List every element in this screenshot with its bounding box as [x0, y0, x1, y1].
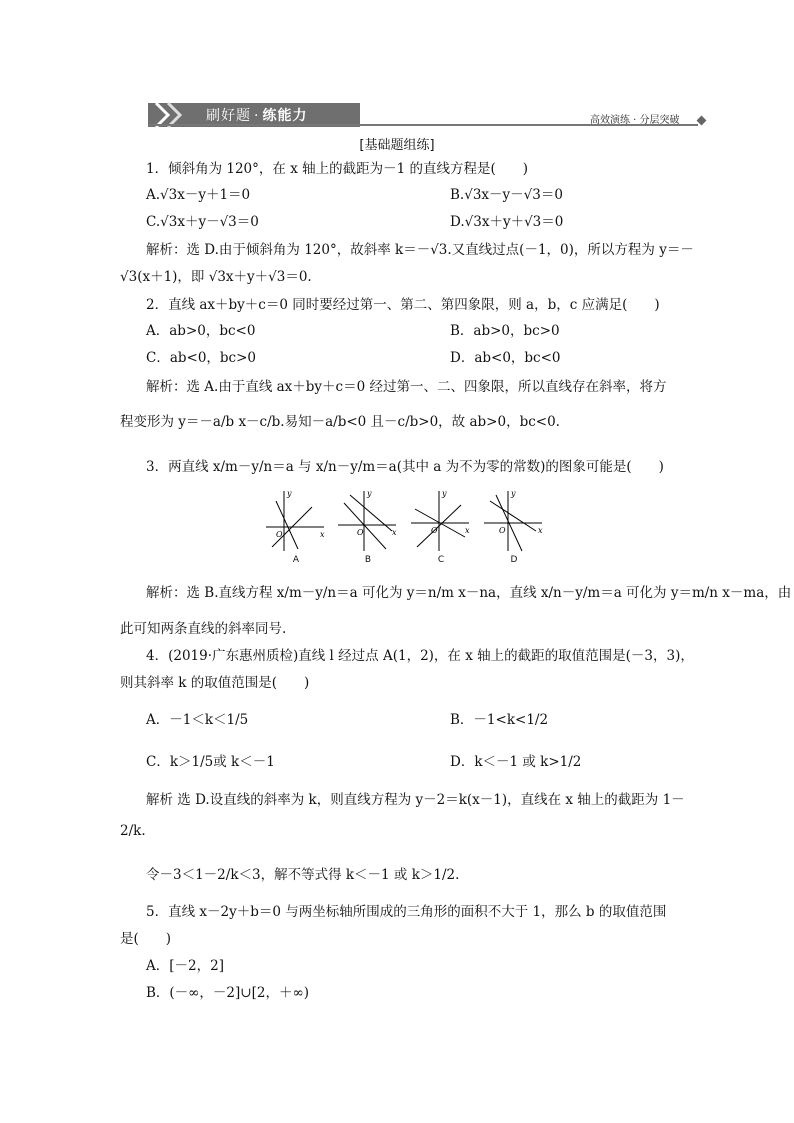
- q1-solution-cont: √3(x＋1)，即 √3x＋y＋√3＝0.: [120, 269, 312, 285]
- diagram-b: [336, 487, 400, 567]
- q4-option-b: B．－1<k<1/2: [450, 712, 549, 728]
- q4-stem-cont: 则其斜率 k 的取值范围是( ): [120, 675, 310, 691]
- origin-label: O: [431, 526, 438, 535]
- axis-x-label: x: [465, 526, 470, 535]
- axis-y-label: y: [367, 489, 372, 498]
- q4-option-d: D．k＜－1 或 k>1/2: [450, 754, 582, 770]
- q3-diagrams: [264, 487, 554, 569]
- q4-option-a: A．－1＜k＜1/5: [146, 712, 249, 728]
- axis-y-label: y: [442, 489, 447, 498]
- diagram-b-graph: [336, 487, 400, 553]
- q2-stem: 2．直线 ax＋by＋c＝0 同时要经过第一、第二、第四象限，则 a，b，c 应满足( ): [146, 297, 660, 313]
- diagram-c: [409, 487, 473, 567]
- banner-accent: 练能力: [262, 108, 308, 124]
- q5-option-b: B．(－∞，－2]∪[2，＋∞): [146, 985, 309, 1001]
- q1-option-c: C.√3x＋y－√3＝0: [146, 214, 259, 230]
- q4-solution-cont: 2/k.: [120, 823, 146, 839]
- header-banner-text: [206, 105, 307, 125]
- diagram-a-label: A: [292, 555, 300, 565]
- diagram-b-label: B: [364, 555, 372, 565]
- q2-option-b: B．ab>0，bc>0: [450, 323, 560, 339]
- axis-x-label: x: [320, 530, 325, 539]
- diagram-d-graph: [482, 487, 546, 553]
- q5-stem-cont: 是( ): [120, 931, 172, 947]
- q1-stem: 1．倾斜角为 120°，在 x 轴上的截距为－1 的直线方程是( ): [146, 161, 529, 177]
- banner-dot: ·: [254, 108, 260, 124]
- diamond-icon: [697, 116, 707, 126]
- axis-y-label: y: [511, 489, 516, 498]
- q2-option-d: D．ab<0，bc<0: [450, 350, 561, 366]
- q2-option-c: C．ab<0，bc>0: [146, 350, 257, 366]
- q1-option-d: D.√3x＋y＋√3＝0: [450, 214, 564, 230]
- q5-option-a: A．[－2，2]: [146, 958, 224, 974]
- q2-solution-cont: 程变形为 y＝－a/b x－c/b.易知－a/b<0 且－c/b>0，故 ab>0，bc<0.: [120, 414, 560, 430]
- q1-solution: 解析：选 D.由于倾斜角为 120°，故斜率 k＝－√3.又直线过点(－1，0)，所以方程为 y＝－: [146, 242, 694, 258]
- q5-stem: 5．直线 x－2y＋b＝0 与两坐标轴所围成的三角形的面积不大于 1，那么 b 的取值范围: [146, 904, 667, 920]
- q4-option-c: C．k＞1/5或 k＜－1: [146, 754, 275, 770]
- q3-solution-cont: 此可知两条直线的斜率同号.: [120, 621, 287, 637]
- q3-stem: 3．两直线 x/m－y/n＝a 与 x/n－y/m＝a(其中 a 为不为零的常数)的图象可能是( ): [146, 459, 664, 475]
- q1-option-b: B.√3x－y－√3＝0: [450, 187, 563, 203]
- diagram-c-graph: [409, 487, 473, 553]
- origin-label: O: [357, 528, 364, 537]
- section-title: [基础题组练]: [359, 138, 435, 153]
- q4-solution-step: 令－3＜1－2/k＜3，解不等式得 k＜－1 或 k＞1/2.: [146, 867, 460, 883]
- axis-x-label: x: [392, 528, 397, 537]
- diagram-d-label: D: [510, 555, 518, 565]
- axis-x-label: x: [538, 526, 543, 535]
- origin-label: O: [499, 526, 506, 535]
- header-tagline: 高效演练 · 分层突破: [590, 115, 680, 126]
- axis-y-label: y: [287, 489, 292, 498]
- diagram-d: [482, 487, 546, 567]
- diagram-a-graph: [264, 487, 328, 553]
- origin-label: O: [276, 530, 283, 539]
- q1-option-a: A.√3x－y＋1＝0: [146, 187, 251, 203]
- banner-main: 刷好题: [206, 108, 251, 124]
- diagram-c-label: C: [437, 555, 445, 565]
- diagram-a: [264, 487, 328, 567]
- q4-solution: 解析 选 D.设直线的斜率为 k，则直线方程为 y－2＝k(x－1)，直线在 x 轴上的截距为 1－: [146, 792, 685, 808]
- q4-stem: 4．(2019·广东惠州质检)直线 l 经过点 A(1，2)，在 x 轴上的截距的取值范围是(－3，3)，: [146, 648, 694, 664]
- q3-solution: 解析：选 B.直线方程 x/m－y/n＝a 可化为 y＝n/m x－na，直线 x/n－y/m＝a 可化为 y＝m/n x－ma，由: [146, 585, 792, 601]
- q2-solution: 解析：选 A.由于直线 ax＋by＋c＝0 经过第一、二、四象限，所以直线存在斜率，将方: [146, 379, 667, 395]
- q2-option-a: A．ab>0，bc<0: [146, 323, 256, 339]
